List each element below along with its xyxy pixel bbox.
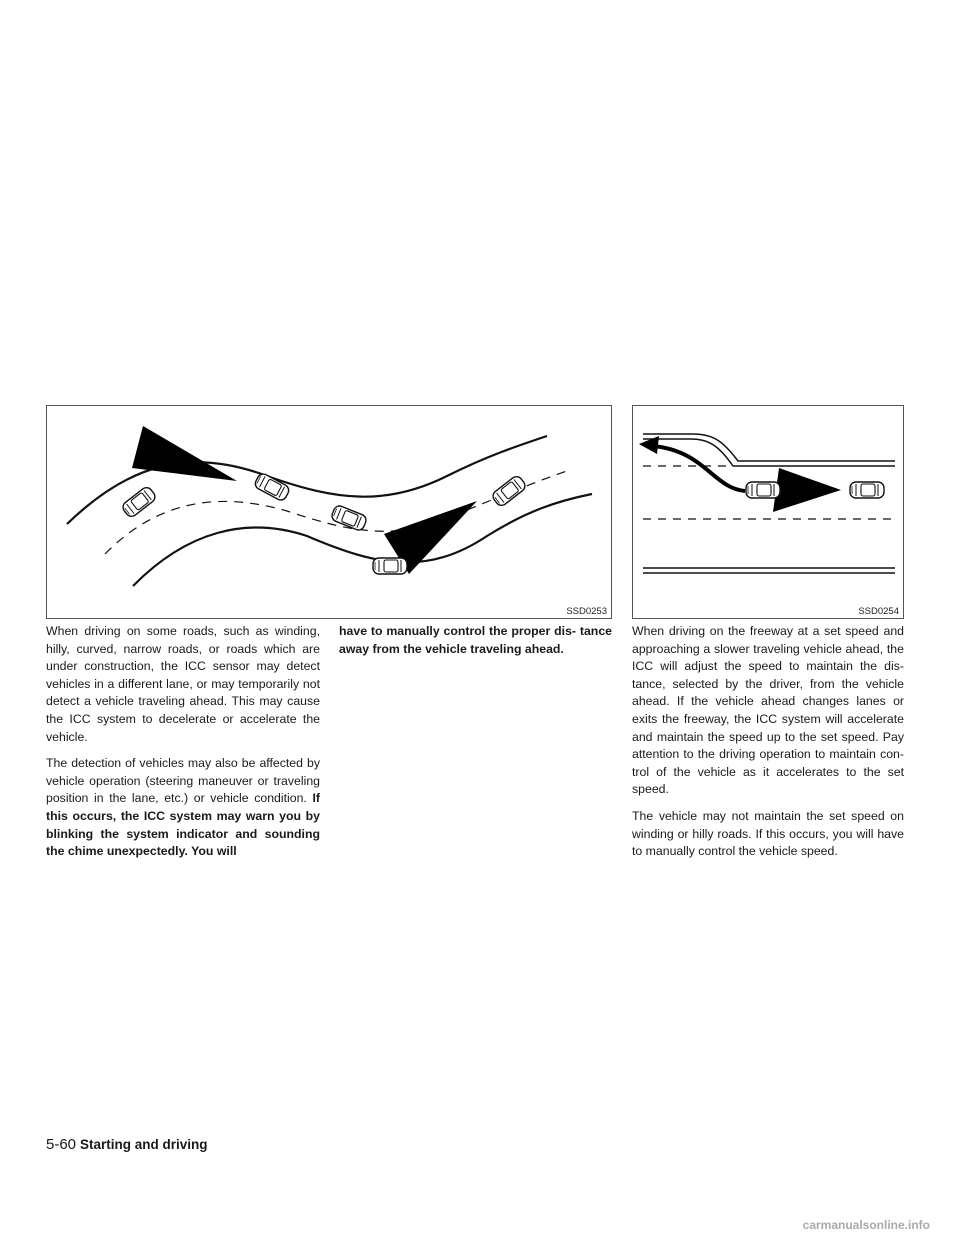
vehicle-icon (253, 472, 291, 502)
warning-text: have to manually control the proper dis- tance away from the vehicle traveling ahead. (339, 624, 612, 656)
vehicle-icon (373, 558, 407, 574)
vehicle-icon (491, 474, 528, 508)
figure-code: SSD0254 (858, 606, 899, 617)
paragraph: The vehicle may not maintain the set speed on winding or hilly roads. If this occurs, you will have to manually control the vehicle speed. (632, 808, 904, 859)
sensor-beam-wedge (773, 468, 841, 512)
vehicle-icon (850, 482, 884, 498)
page-number: 5-60 (46, 1136, 77, 1153)
figure-code: SSD0253 (566, 606, 607, 617)
paragraph: When driving on some roads, such as winding, hilly, curved, narrow roads, or roads which are under construction, the ICC sensor may detect vehicles in a different lane, or may temporarily not detect a vehicle traveling ahead. This may cause the ICC system to decelerate or accelerate the vehicle. (46, 624, 320, 744)
watermark: carmanualsonline.info (802, 1218, 930, 1232)
sensor-beam-wedge (132, 426, 237, 481)
text-column-1 (46, 623, 320, 870)
warning-text: If this occurs, the ICC system may warn you by blinking the system indicator and sounding the chime unexpectedly. You will (46, 791, 320, 859)
text-column-2 (339, 623, 612, 667)
text-column-3 (632, 623, 904, 870)
page-footer (46, 1136, 208, 1153)
freeway-illustration (633, 406, 904, 619)
section-title: Starting and driving (80, 1137, 208, 1152)
paragraph-text: The detection of vehicles may also be affected by vehicle operation (steering maneuver or traveling position in the lane, etc.) or vehicle condition. (46, 756, 320, 806)
paragraph (46, 755, 320, 861)
winding-road-illustration (47, 406, 612, 619)
paragraph: When driving on the freeway at a set speed and approaching a slower traveling vehicle ahead, the ICC will adjust the speed to maintain the dis- tance, selected by the driver, from the vehicle ahead. If the vehicle ahead changes lanes or exits the freeway, the ICC system will accelerate and maintain the speed up to the set speed. Pay attention to the driving operation to maintain con- trol of the vehicle as it accelerates to the set speed. (632, 624, 904, 797)
figure-freeway (632, 405, 904, 619)
vehicle-icon (121, 485, 158, 519)
vehicle-icon (746, 482, 780, 498)
figure-winding-road (46, 405, 612, 619)
